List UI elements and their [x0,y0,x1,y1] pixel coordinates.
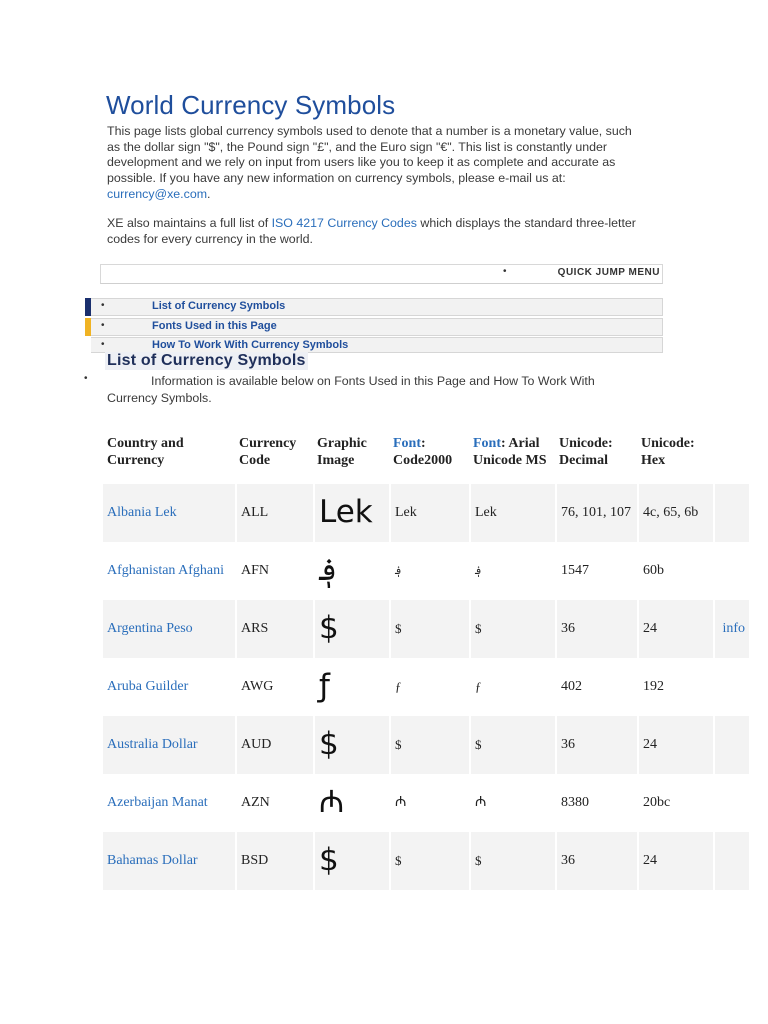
code2000-glyph: ؋ [389,542,469,600]
iso-text-pre: XE also maintains a full list of [107,216,272,230]
info-cell [713,542,749,600]
email-link[interactable]: currency@xe.com [107,186,208,201]
jump-link[interactable]: List of Currency Symbols [152,300,286,312]
country-link[interactable] [103,774,235,832]
code2000-glyph: $ [389,716,469,774]
info-cell [713,600,749,658]
code2000-glyph: ƒ [389,658,469,716]
unicode-hex: 24 [637,600,713,658]
font-link[interactable]: Font [473,435,501,451]
bullet-icon: • [101,339,105,350]
arial-glyph: $ [469,716,555,774]
country-link[interactable] [103,600,235,658]
unicode-decimal: 76, 101, 107 [555,484,637,542]
jump-item-fonts-used[interactable] [90,318,663,336]
header-arial [469,420,555,484]
arial-glyph: ؋ [469,542,555,600]
jump-marker [85,318,91,336]
header-decimal: Unicode: Decimal [559,435,613,468]
arial-glyph: $ [469,600,555,658]
jump-link[interactable]: How To Work With Currency Symbols [152,339,349,351]
currency-code: AZN [235,774,313,832]
table-row [103,600,749,658]
header-code2000-label: : Code2000 [393,435,453,468]
header-country: Country and Currency [107,435,184,468]
section-note: Information is available below on Fonts Used in this Page and How To Work With Currency Symbols. [107,374,595,405]
unicode-decimal: 36 [555,716,637,774]
info-cell [713,774,749,832]
unicode-decimal: 8380 [555,774,637,832]
country-name[interactable]: Australia Dollar [107,737,198,753]
currency-table [103,420,749,890]
quick-jump-label[interactable]: QUICK JUMP MENU [557,267,660,278]
table-row [103,774,749,832]
intro-end: . [207,186,211,201]
country-name[interactable]: Afghanistan Afghani [107,563,225,579]
graphic-image: $ [313,832,389,890]
iso-codes-link[interactable]: ISO 4217 Currency Codes [271,216,417,230]
iso-text-post: which displays the standard three-letter codes for every currency in the world. [107,216,636,246]
table-row [103,832,749,890]
country-name[interactable]: Bahamas Dollar [107,853,198,869]
unicode-decimal: 402 [555,658,637,716]
header-hex: Unicode: Hex [641,435,695,468]
unicode-decimal: 36 [555,832,637,890]
country-link[interactable] [103,716,235,774]
graphic-image: $ [313,600,389,658]
graphic-image: Lek [313,484,389,542]
info-cell [713,832,749,890]
info-cell [713,658,749,716]
code2000-glyph: Lek [389,484,469,542]
header-code: Currency Code [239,435,297,468]
table-row [103,658,749,716]
section-title: List of Currency Symbols [107,352,306,369]
graphic-image: ؋ [313,542,389,600]
jump-marker [85,337,91,355]
graphic-image: ƒ [313,658,389,716]
country-name[interactable]: Albania Lek [107,505,177,521]
currency-code: ALL [235,484,313,542]
iso-paragraph [107,216,647,247]
bullet-icon: • [503,266,507,277]
graphic-image: ₼ [313,774,389,832]
graphic-image: $ [313,716,389,774]
unicode-hex: 24 [637,716,713,774]
intro-paragraph [107,124,647,203]
unicode-hex: 20bc [637,774,713,832]
country-link[interactable] [103,542,235,600]
bullet-icon: • [84,373,88,384]
currency-code: AFN [235,542,313,600]
code2000-glyph: $ [389,600,469,658]
arial-glyph: ₼ [469,774,555,832]
table-row [103,716,749,774]
header-info [713,420,749,484]
font-link[interactable]: Font [393,435,421,451]
country-name[interactable]: Azerbaijan Manat [107,795,208,811]
country-name[interactable]: Argentina Peso [107,621,193,637]
unicode-hex: 60b [637,542,713,600]
header-arial-label: : Arial Unicode MS [473,435,547,468]
code2000-glyph: ₼ [389,774,469,832]
code2000-glyph: $ [389,832,469,890]
jump-item-how-to-work[interactable] [90,337,663,353]
bullet-icon: • [101,300,105,311]
header-code2000 [389,420,469,484]
table-header-row [103,420,749,484]
country-link[interactable] [103,658,235,716]
page-title: World Currency Symbols [106,90,396,120]
intro-text: This page lists global currency symbols used to denote that a number is a monetary value, such as the dollar sign "$", the Pound sign "£", and the Euro sign "€". This list is constantly under development and we rely on input from users like you to keep it as complete and accurate as possible. If you have any new information on currency symbols, please e-mail us at: [107,124,632,186]
arial-glyph: Lek [469,484,555,542]
quick-jump-menu[interactable] [100,264,663,284]
info-cell [713,716,749,774]
currency-code: BSD [235,832,313,890]
country-link[interactable] [103,832,235,890]
info-link[interactable]: info [722,621,745,637]
table-row [103,542,749,600]
unicode-hex: 192 [637,658,713,716]
country-name[interactable]: Aruba Guilder [107,679,189,695]
info-cell [713,484,749,542]
unicode-hex: 24 [637,832,713,890]
country-link[interactable] [103,484,235,542]
currency-code: AUD [235,716,313,774]
unicode-decimal: 36 [555,600,637,658]
bullet-icon: • [101,320,105,331]
currency-code: AWG [235,658,313,716]
jump-link[interactable]: Fonts Used in this Page [152,320,277,332]
arial-glyph: ƒ [469,658,555,716]
jump-marker [85,298,91,316]
unicode-hex: 4c, 65, 6b [637,484,713,542]
header-graphic: Graphic Image [317,435,367,468]
unicode-decimal: 1547 [555,542,637,600]
table-row [103,484,749,542]
currency-code: ARS [235,600,313,658]
arial-glyph: $ [469,832,555,890]
jump-item-list-of-currency-symbols[interactable] [90,298,663,316]
